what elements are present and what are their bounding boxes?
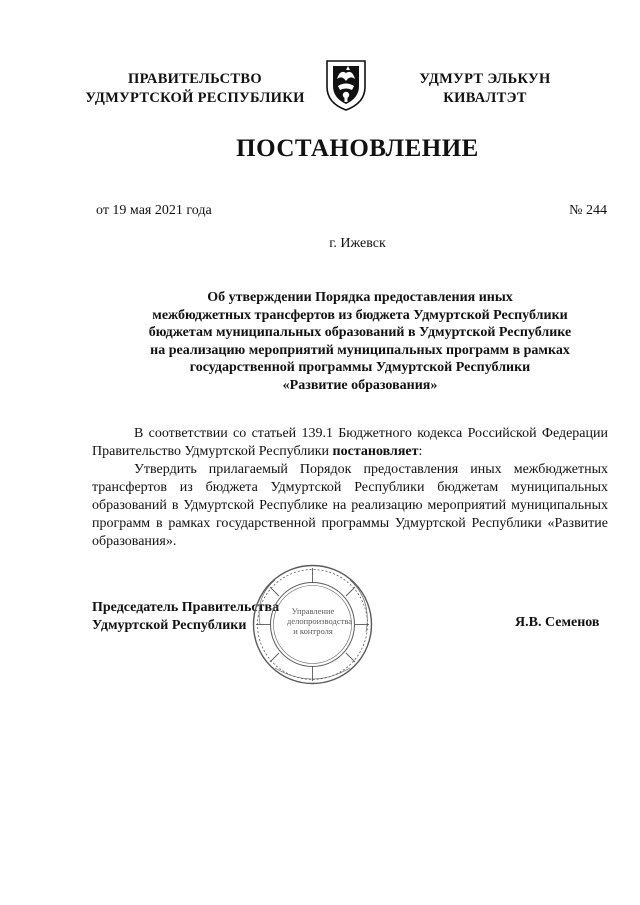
- document-date: от 19 мая 2021 года: [96, 203, 212, 218]
- document-number: № 244: [569, 203, 607, 218]
- subject-line: межбюджетных трансфертов из бюджета Удмуртской Республики: [152, 307, 568, 323]
- preamble-keyword: постановляет: [332, 444, 419, 459]
- header-left-line2: УДМУРТСКОЙ РЕСПУБЛИКИ: [85, 90, 305, 106]
- subject-line: государственной программы Удмуртской Республики: [189, 360, 531, 376]
- seal-inner-line3: и контроля: [293, 626, 333, 636]
- header-right-line2: КИВАЛТЭТ: [443, 90, 527, 106]
- subject-line: Об утверждении Порядка предоставления иных: [207, 290, 513, 305]
- udmurt-coat-of-arms-icon: [324, 57, 368, 113]
- paragraph-preamble: [92, 425, 608, 461]
- header-left-line1: ПРАВИТЕЛЬСТВО: [128, 71, 262, 87]
- seal-inner-line1: Управление: [291, 606, 335, 616]
- document-city: г. Ижевск: [329, 236, 386, 251]
- subject-line: на реализацию мероприятий муниципальных программ в рамках: [150, 342, 570, 358]
- seal-inner-text: [287, 606, 352, 636]
- subject-line: «Развитие образования»: [282, 377, 438, 393]
- document-body: [92, 425, 608, 551]
- subject-line: бюджетам муниципальных образований в Удмуртской Республике: [148, 325, 572, 341]
- header-left: [70, 70, 320, 108]
- signatory-name: Я.В. Семенов: [515, 615, 600, 630]
- header-right-line1: УДМУРТ ЭЛЬКУН: [419, 71, 551, 87]
- signature-position-line1: Председатель Правительства: [92, 600, 280, 615]
- document-subject: [80, 289, 640, 395]
- header-right: [385, 70, 585, 108]
- paragraph-resolution: Утвердить прилагаемый Порядок предоставления иных межбюджетных трансфертов из бюджета Удмуртской Республики бюджетам муниципальных образований в Удмуртской Республике на реализацию мероприятий муниципальных программ в рамках государственной программы Удмуртской Республики «Развитие образования».: [92, 462, 608, 549]
- preamble-colon: :: [418, 444, 423, 459]
- document-title: ПОСТАНОВЛЕНИЕ: [236, 135, 479, 162]
- signature-position-line2: Удмуртской Республики: [92, 618, 247, 633]
- preamble-text: В соответствии со статьей 139.1 Бюджетного кодекса Российской Федерации Правительство Удмуртской Республики: [92, 426, 608, 459]
- seal-inner-line2: делопроизводства: [287, 616, 352, 626]
- office-seal-stamp: [250, 562, 375, 687]
